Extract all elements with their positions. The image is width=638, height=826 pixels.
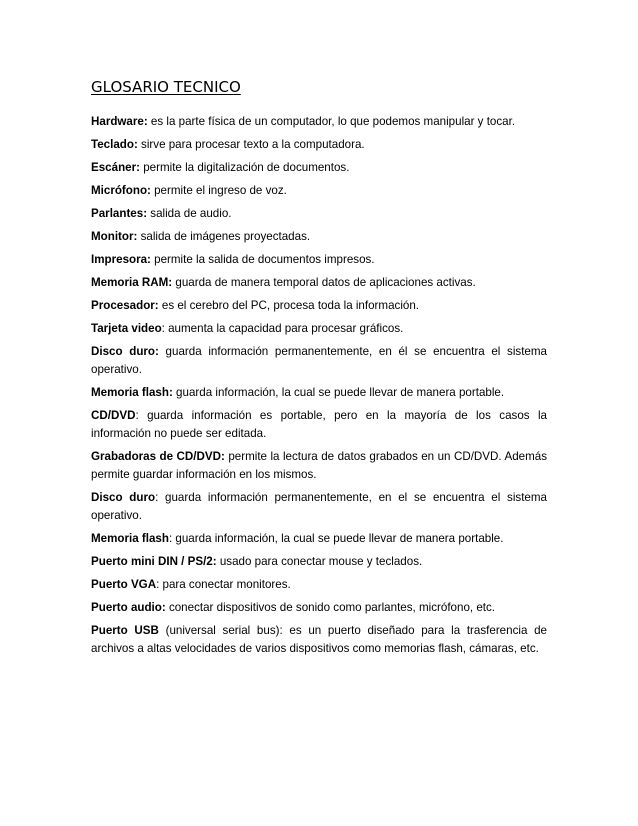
glossary-entry-tarjeta-video bbox=[91, 320, 547, 338]
glossary-term: Memoria RAM: bbox=[91, 276, 173, 289]
glossary-entry-grabadoras bbox=[91, 448, 547, 484]
glossary-entry-teclado bbox=[91, 136, 547, 154]
glossary-list bbox=[91, 113, 547, 663]
glossary-definition: salida de imágenes proyectadas. bbox=[137, 230, 311, 243]
glossary-definition: permite el ingreso de voz. bbox=[150, 184, 287, 197]
glossary-term: Hardware: bbox=[91, 115, 148, 128]
glossary-entry-cd-dvd bbox=[91, 407, 547, 443]
glossary-term: Memoria flash bbox=[91, 532, 169, 545]
glossary-term: Escáner: bbox=[91, 161, 140, 174]
glossary-definition: : guarda información permanentemente, en el se encuentra el sistema operativo. bbox=[91, 491, 547, 522]
glossary-term: Puerto mini DIN / PS/2: bbox=[91, 555, 217, 568]
glossary-term: Disco duro: bbox=[91, 345, 159, 358]
glossary-term: Tarjeta video bbox=[91, 322, 162, 335]
glossary-term: Procesador: bbox=[91, 299, 159, 312]
glossary-term: Puerto VGA bbox=[91, 578, 157, 591]
glossary-term: Parlantes: bbox=[91, 207, 148, 220]
glossary-term: Monitor: bbox=[91, 230, 138, 243]
glossary-definition: : guarda información es portable, pero en la mayoría de los casos la información no puede ser editada. bbox=[91, 409, 547, 440]
glossary-entry-memoria-flash bbox=[91, 384, 547, 402]
glossary-entry-puerto-vga bbox=[91, 576, 547, 594]
glossary-definition: salida de audio. bbox=[147, 207, 232, 220]
glossary-term: Puerto USB bbox=[91, 624, 159, 637]
glossary-definition: conectar dispositivos de sonido como parlantes, micrófono, etc. bbox=[165, 601, 496, 614]
glossary-definition: : guarda información, la cual se puede llevar de manera portable. bbox=[168, 532, 504, 545]
glossary-entry-puerto-usb bbox=[91, 622, 547, 658]
glossary-entry-impresora bbox=[91, 251, 547, 269]
glossary-entry-monitor bbox=[91, 228, 547, 246]
glossary-definition: es la parte física de un computador, lo que podemos manipular y tocar. bbox=[147, 115, 516, 128]
glossary-definition: guarda información permanentemente, en él se encuentra el sistema operativo. bbox=[91, 345, 547, 376]
glossary-entry-memoria-flash-2 bbox=[91, 530, 547, 548]
glossary-entry-memoria-ram bbox=[91, 274, 547, 292]
glossary-definition: permite la salida de documentos impresos. bbox=[150, 253, 375, 266]
glossary-entry-puerto-mini-din bbox=[91, 553, 547, 571]
glossary-definition: es el cerebro del PC, procesa toda la información. bbox=[158, 299, 420, 312]
glossary-term: Puerto audio: bbox=[91, 601, 166, 614]
glossary-definition: (universal serial bus): es un puerto diseñado para la trasferencia de archivos a altas velocidades de varios dispositivos como memorias flash, cámaras, etc. bbox=[91, 624, 547, 655]
glossary-entry-puerto-audio bbox=[91, 599, 547, 617]
glossary-term: CD/DVD bbox=[91, 409, 136, 422]
glossary-term: Disco duro bbox=[91, 491, 156, 504]
glossary-definition: permite la lectura de datos grabados en un CD/DVD. Además permite guardar información en los mismos. bbox=[91, 450, 547, 481]
glossary-entry-microfono bbox=[91, 182, 547, 200]
glossary-entry-hardware bbox=[91, 113, 547, 131]
glossary-term: Teclado: bbox=[91, 138, 138, 151]
glossary-term: Grabadoras de CD/DVD: bbox=[91, 450, 225, 463]
glossary-entry-disco-duro bbox=[91, 343, 547, 379]
glossary-definition: sirve para procesar texto a la computadora. bbox=[137, 138, 365, 151]
glossary-entry-parlantes bbox=[91, 205, 547, 223]
glossary-definition: guarda de manera temporal datos de aplicaciones activas. bbox=[172, 276, 476, 289]
glossary-term: Impresora: bbox=[91, 253, 151, 266]
glossary-definition: permite la digitalización de documentos. bbox=[139, 161, 350, 174]
glossary-entry-procesador bbox=[91, 297, 547, 315]
glossary-entry-disco-duro-2 bbox=[91, 489, 547, 525]
document-title: GLOSARIO TECNICO bbox=[91, 78, 241, 96]
glossary-definition: usado para conectar mouse y teclados. bbox=[216, 555, 423, 568]
glossary-definition: guarda información, la cual se puede llevar de manera portable. bbox=[172, 386, 505, 399]
glossary-term: Memoria flash: bbox=[91, 386, 173, 399]
glossary-definition: : para conectar monitores. bbox=[156, 578, 291, 591]
glossary-term: Micrófono: bbox=[91, 184, 151, 197]
glossary-definition: : aumenta la capacidad para procesar gráficos. bbox=[161, 322, 404, 335]
glossary-entry-escaner bbox=[91, 159, 547, 177]
